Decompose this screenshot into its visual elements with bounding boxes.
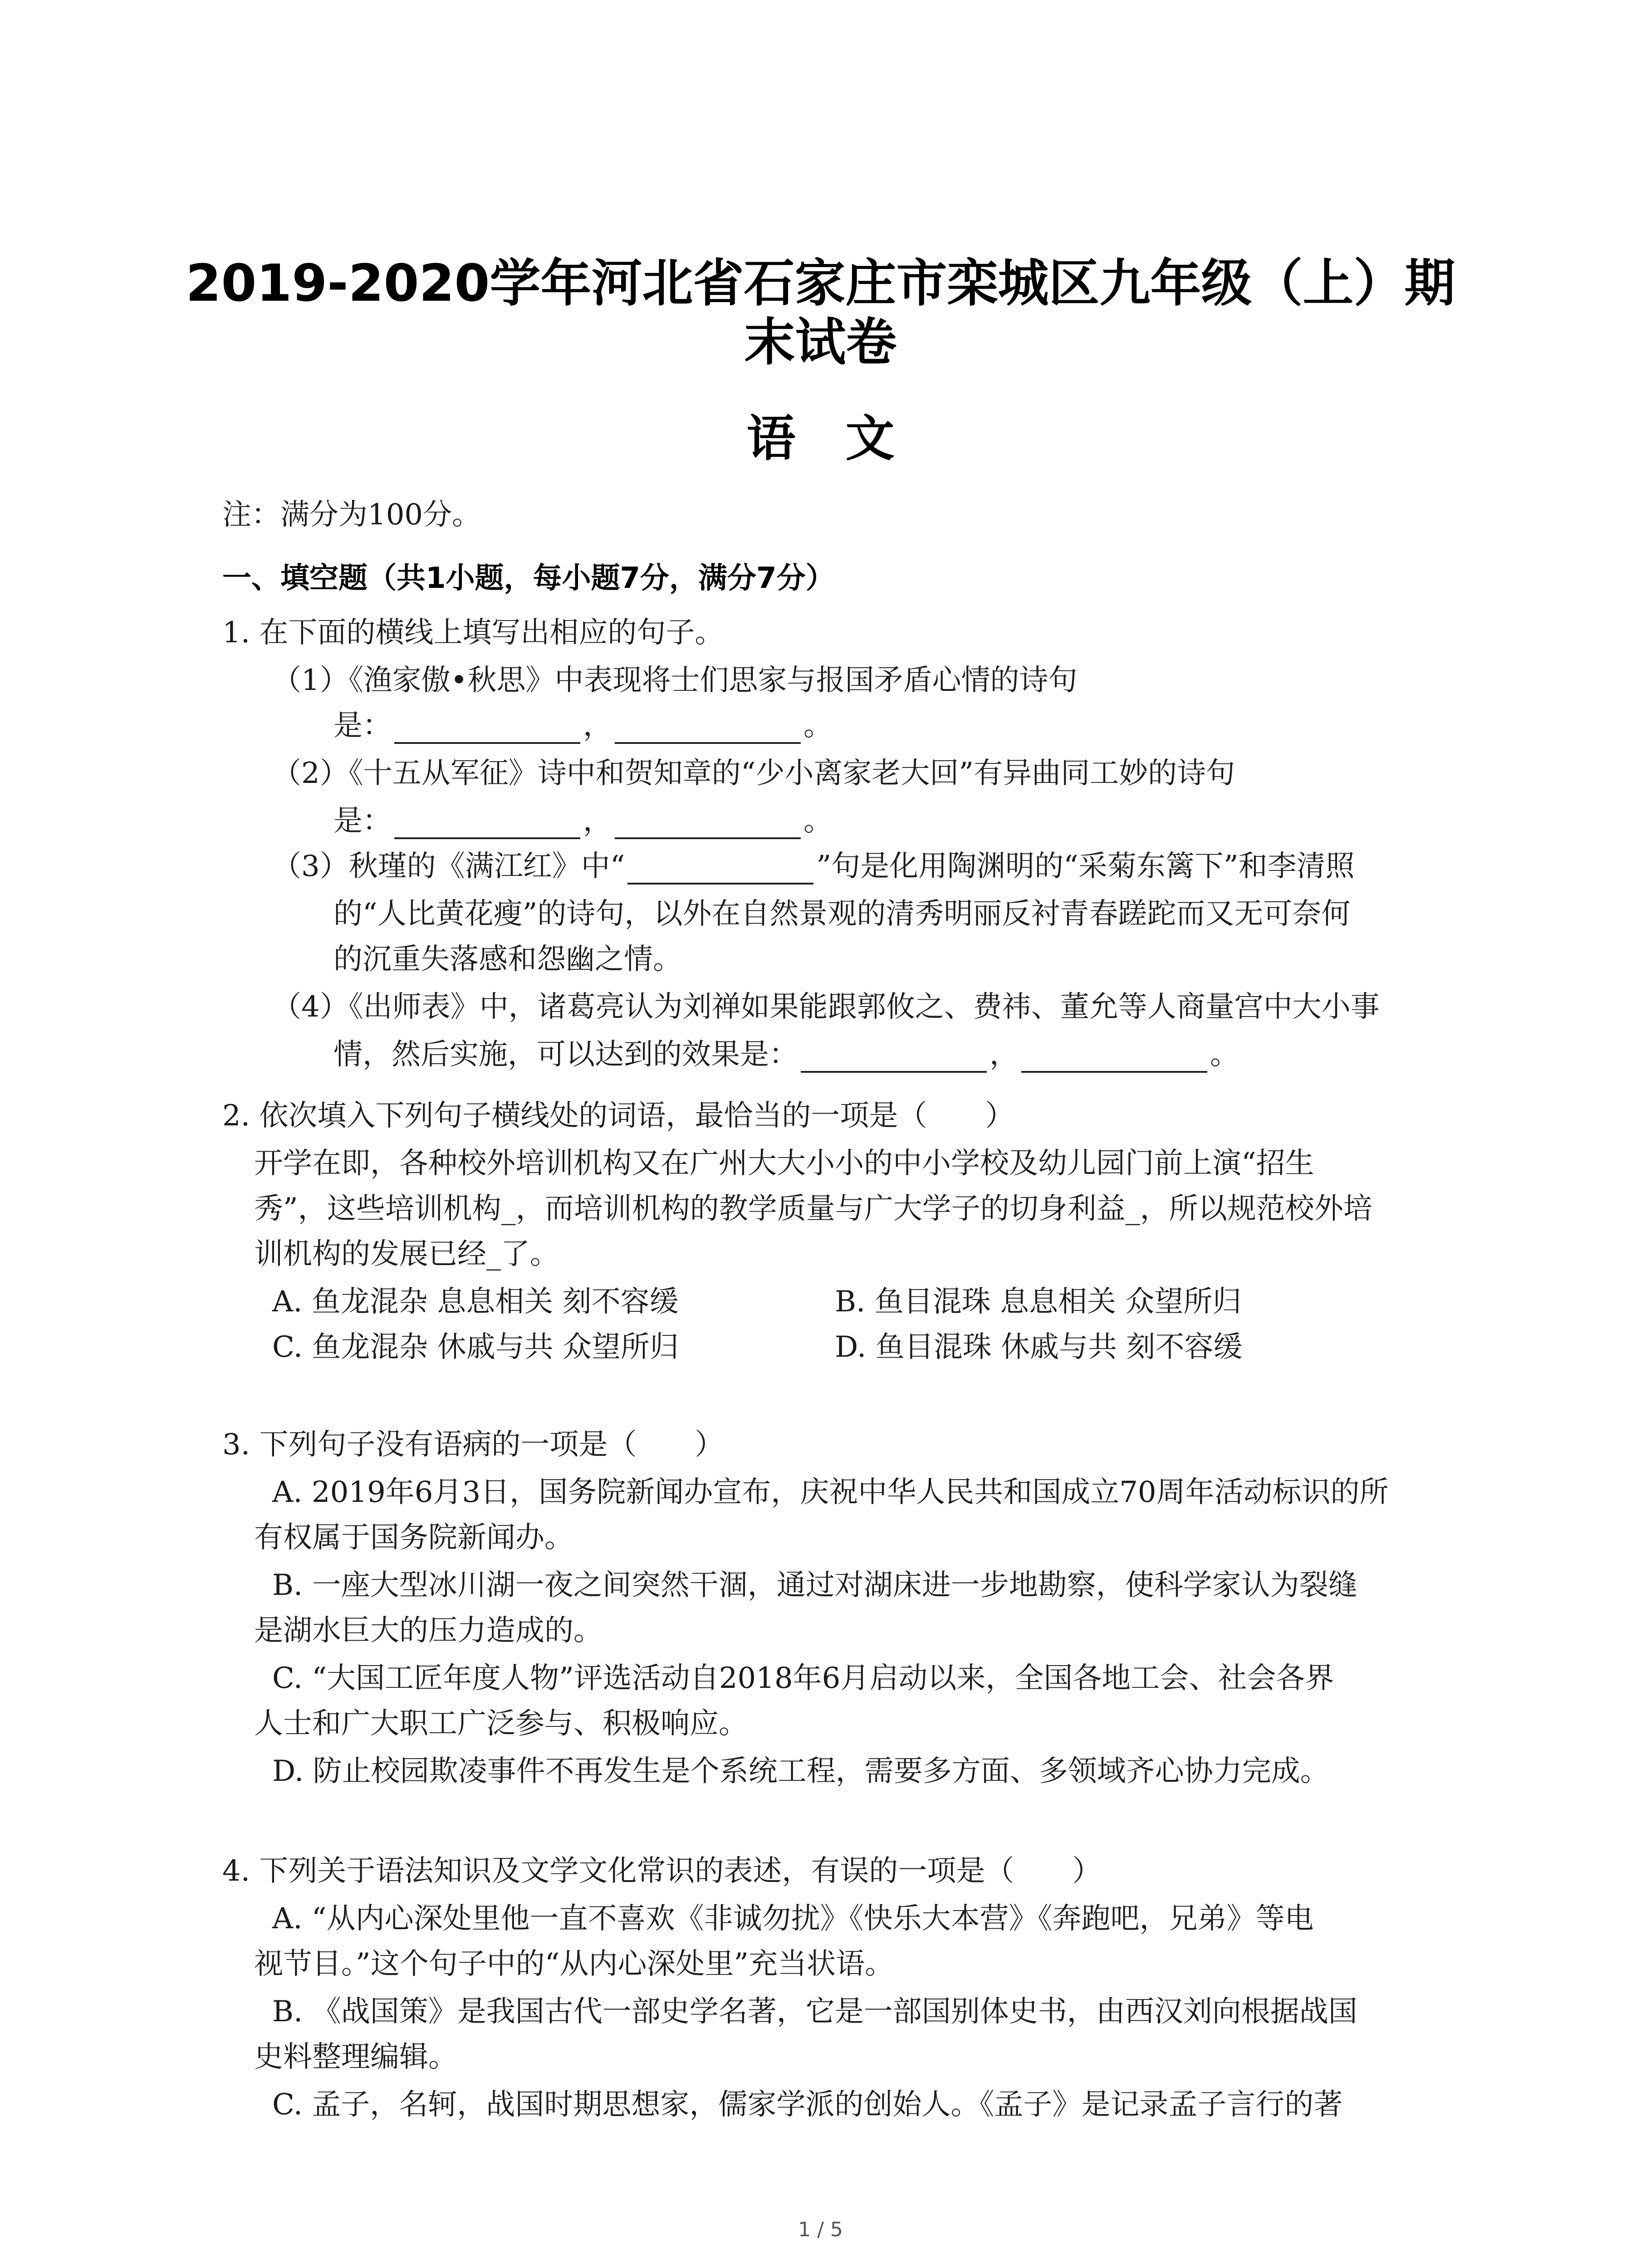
question-2-passage-line-2: 秀”，这些培训机构_，而培训机构的教学质量与广大学子的切身利益_，所以规范校外培 [254,1192,1372,1226]
question-1-part-3-line-3: 的沉重失落感和怨幽之情。 [333,943,682,976]
section-heading-fill-in: 一、填空题（共1小题，每小题7分，满分7分） [222,562,835,595]
question-4-stem: 4. 下列关于语法知识及文学文化常识的表述，有误的一项是（ ） [222,1854,1102,1888]
answer-blank[interactable] [1021,1043,1207,1073]
question-2-option-b[interactable]: B. 鱼目混珠 息息相关 众望所归 [835,1285,1242,1319]
question-1-part-3-line-2: 的“人比黄花瘦”的诗句，以外在自然景观的清秀明丽反衬青春蹉跎而又无可奈何 [333,897,1351,931]
exam-title-line-1: 2019-2020学年河北省石家庄市栾城区九年级（上）期 [186,254,1455,313]
question-1-part-1-text: （1）《渔家傲•秋思》中表现将士们思家与报国矛盾心情的诗句 [272,664,1078,697]
subject-heading: 语文 [746,411,945,467]
question-4-option-b-line-2: 史料整理编辑。 [254,2040,457,2074]
score-note: 注：满分为100分。 [222,498,481,532]
question-4-option-c-line-1[interactable]: C. 孟子，名轲，战国时期思想家，儒家学派的创始人。《孟子》是记录孟子言行的著 [272,2088,1343,2121]
question-2-option-d[interactable]: D. 鱼目混珠 休戚与共 刻不容缓 [835,1330,1243,1364]
question-3-option-b-line-2: 是湖水巨大的压力造成的。 [254,1614,603,1647]
question-2-passage-line-3: 训机构的发展已经_了。 [254,1237,559,1271]
question-4-option-a-line-1[interactable]: A. “从内心深处里他一直不喜欢《非诚勿扰》《快乐大本营》《奔跑吧，兄弟》等电 [272,1902,1314,1936]
question-1-stem: 1. 在下面的横线上填写出相应的句子。 [222,616,724,650]
question-1-part-2-answer: 是： ， 。 [333,803,833,839]
question-2-stem: 2. 依次填入下列句子横线处的词语，最恰当的一项是（ ） [222,1099,1014,1133]
answer-blank[interactable] [394,714,580,744]
question-3-stem: 3. 下列句子没有语病的一项是（ ） [222,1428,724,1461]
question-2-option-c[interactable]: C. 鱼龙混杂 休戚与共 众望所归 [272,1330,679,1364]
answer-blank[interactable] [801,1043,987,1073]
answer-blank[interactable] [627,855,813,885]
question-1-part-2-text: （2）《十五从军征》诗中和贺知章的“少小离家老大回”有异曲同工妙的诗句 [272,757,1235,790]
question-3-option-c-line-1[interactable]: C. “大国工匠年度人物”评选活动自2018年6月启动以来，全国各地工会、社会各界 [272,1662,1334,1695]
question-3-option-d[interactable]: D. 防止校园欺凌事件不再发生是个系统工程，需要多方面、多领域齐心协力完成。 [272,1755,1329,1788]
answer-blank[interactable] [615,714,801,744]
page-number: 1 / 5 [798,2218,843,2241]
answer-prefix: 是： [333,709,392,743]
question-3-option-c-line-2: 人士和广大职工广泛参与、积极响应。 [254,1707,748,1740]
question-1-part-4-line-1: （4）《出师表》中，诸葛亮认为刘禅如果能跟郭攸之、费祎、董允等人商量宫中大小事 [272,990,1380,1024]
question-4-option-b-line-1[interactable]: B. 《战国策》是我国古代一部史学名著，它是一部国别体史书，由西汉刘向根据战国 [272,1995,1357,2028]
question-3-option-a-line-2: 有权属于国务院新闻办。 [254,1521,573,1554]
answer-blank[interactable] [394,809,580,839]
question-3-option-a-line-1[interactable]: A. 2019年6月3日，国务院新闻办宣布，庆祝中华人民共和国成立70周年活动标识的所 [272,1476,1389,1509]
question-2-passage-line-1: 开学在即，各种校外培训机构又在广州大大小小的中小学校及幼儿园门前上演“招生 [254,1147,1314,1180]
question-3-option-b-line-1[interactable]: B. 一座大型冰川湖一夜之间突然干涸，通过对湖床进一步地勘察，使科学家认为裂缝 [272,1569,1357,1602]
question-1-part-4-line-2: 情，然后实施，可以达到的效果是： ， 。 [333,1036,1239,1073]
question-4-option-a-line-2: 视节目。”这个句子中的“从内心深处里”充当状语。 [254,1947,894,1981]
question-1-part-1-answer: 是： ， 。 [333,708,833,744]
answer-blank[interactable] [615,809,801,839]
question-2-option-a[interactable]: A. 鱼龙混杂 息息相关 刻不容缓 [272,1285,679,1319]
answer-prefix: 是： [333,804,392,838]
exam-title-line-2: 末试卷 [744,313,897,372]
question-1-part-3-line-1: （3）秋瑾的《满江红》中“ ”句是化用陶渊明的“采菊东篱下”和李清照 [272,848,1355,885]
